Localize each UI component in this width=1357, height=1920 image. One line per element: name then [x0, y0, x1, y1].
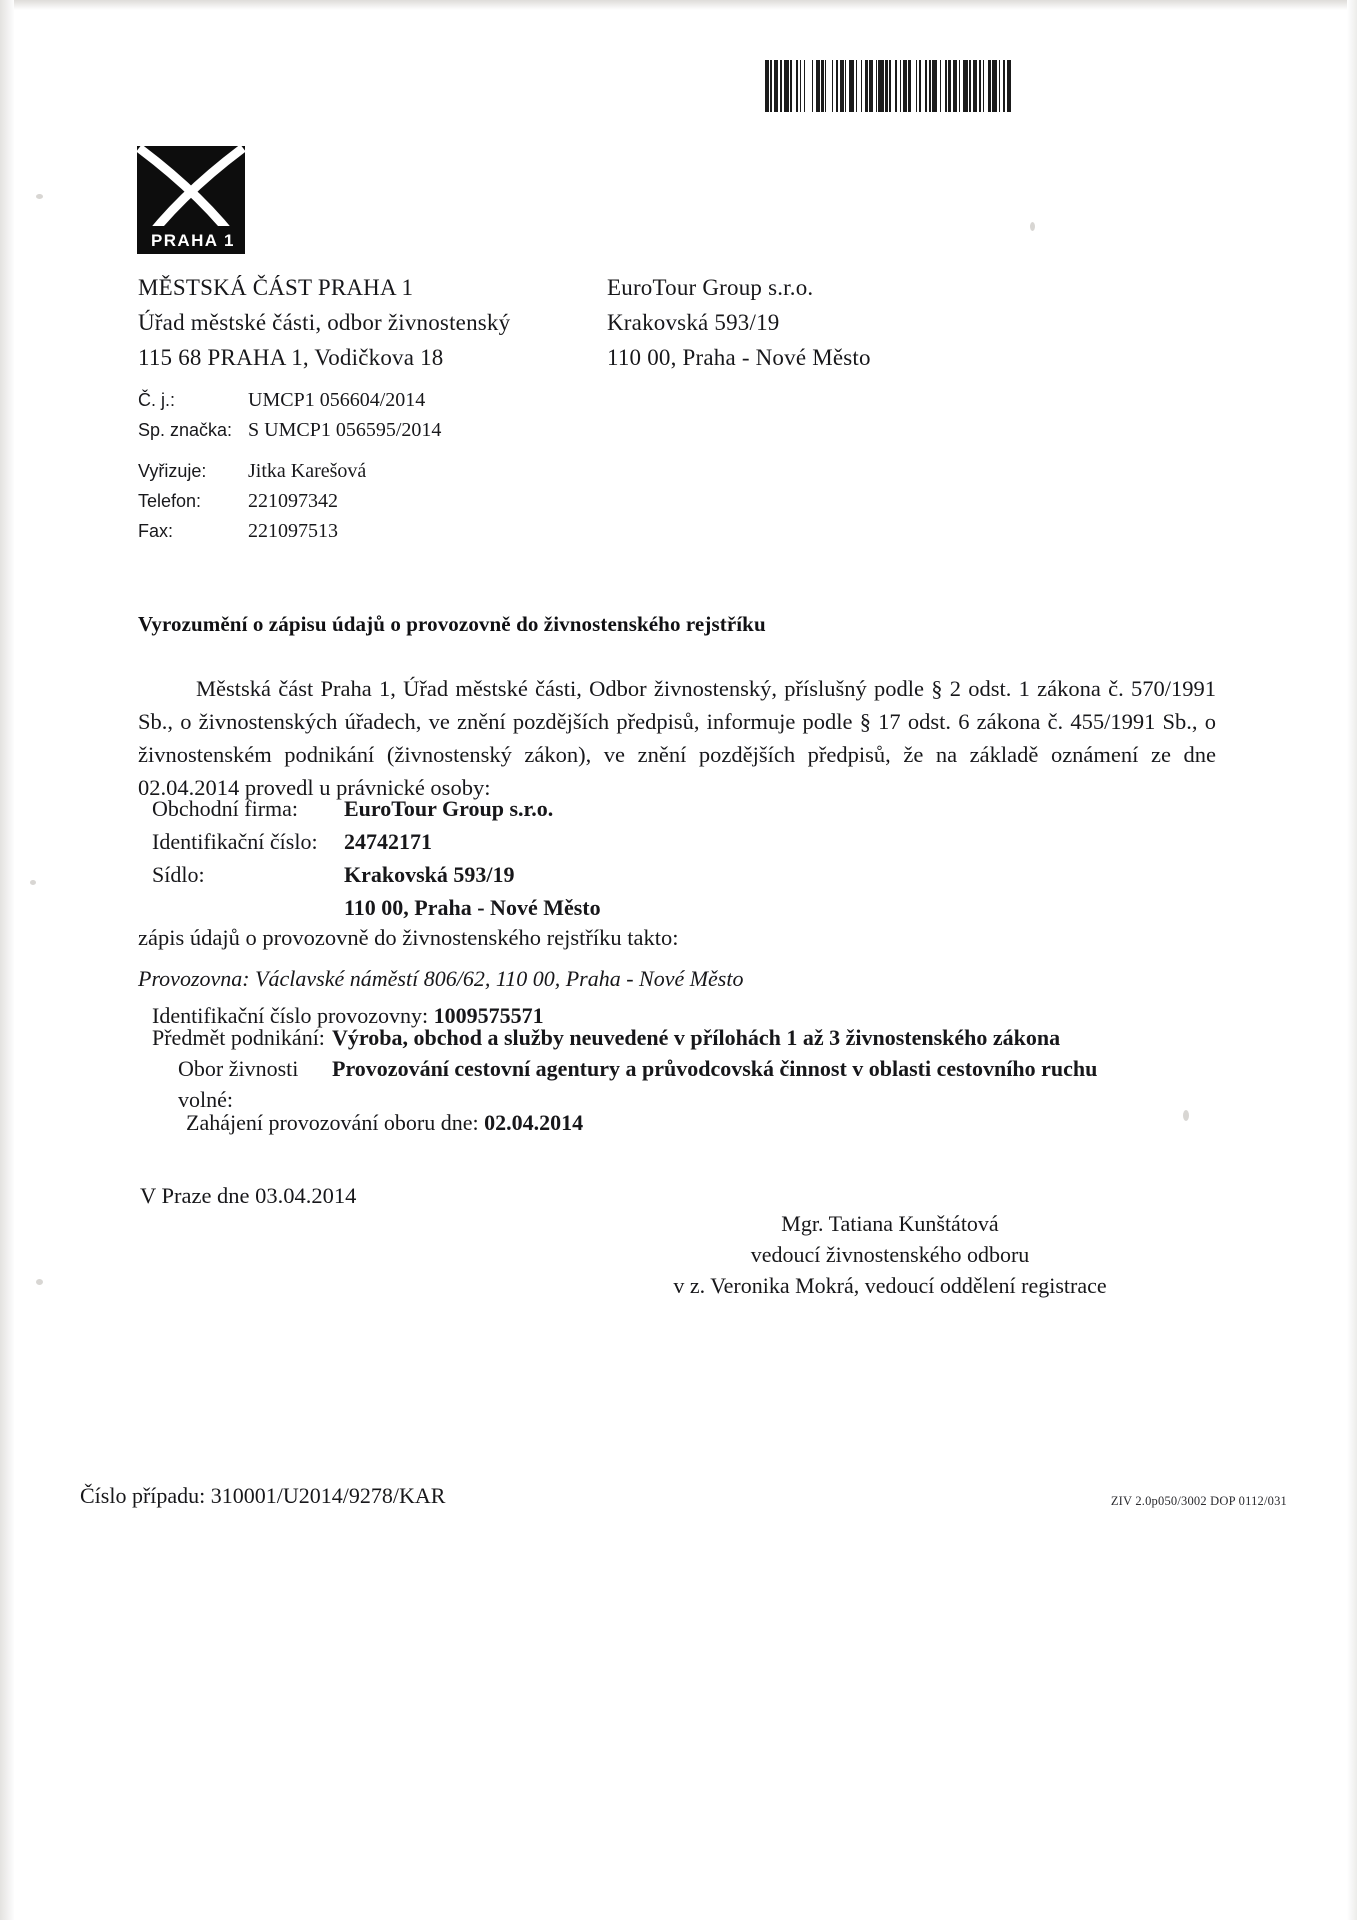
- contact-telefon-label: Telefon:: [138, 491, 202, 511]
- establishment-ico-value: 1009575571: [433, 1003, 544, 1028]
- place-and-date: V Praze dne 03.04.2014: [140, 1183, 357, 1208]
- entity-firm-value: EuroTour Group s.r.o.: [344, 796, 554, 821]
- business-field-row: [152, 1053, 1222, 1115]
- reference-spznacka-label: Sp. značka:: [138, 420, 233, 440]
- sender-address: [138, 270, 510, 375]
- sender-line-2: Úřad městské části, odbor živnostenský: [138, 310, 511, 335]
- document-barcode: [765, 60, 1013, 112]
- signer-role: vedoucí živnostenského odboru: [750, 1242, 1030, 1267]
- reference-block: [138, 385, 441, 445]
- business-start-value: 02.04.2014: [484, 1110, 584, 1135]
- document-title: Vyrozumění o zápisu údajů o provozovně do živnostenského rejstříku: [138, 612, 766, 636]
- entity-seat-value: [344, 858, 601, 924]
- business-start-line: [186, 1110, 583, 1136]
- scan-edge-top: [0, 0, 1357, 10]
- scan-edge-left: [0, 0, 14, 1920]
- recipient-line-1: EuroTour Group s.r.o.: [607, 275, 814, 300]
- scan-speck: [36, 1279, 43, 1285]
- scan-speck: [30, 880, 36, 885]
- business-field-value: Provozování cestovní agentury a průvodcovská činnost v oblasti cestovního ruchu: [332, 1056, 1098, 1081]
- intro-paragraph: Městská část Praha 1, Úřad městské části, Odbor živnostenský, příslušný podle § 2 odst. 1 zákona č. 570/1991 Sb., o živnostenských úřadech, ve znění pozdějších předpisů, informuje podle § 17 odst. 6 zákona č. 455/1991 Sb., o živnostenském podnikání (živnostenský zákon), ve znění pozdějších předpisů, že na základě oznámení ze dne 02.04.2014 provedl u právnické osoby:: [138, 676, 1216, 800]
- entity-row-seat: [152, 858, 601, 924]
- entity-row-ico: [152, 825, 601, 858]
- entity-seat-line-2: 110 00, Praha - Nové Město: [344, 895, 601, 920]
- business-subject-label: Předmět podnikání:: [152, 1025, 325, 1050]
- signer-deputy: v z. Veronika Mokrá, vedoucí oddělení registrace: [673, 1273, 1107, 1298]
- entity-firm-label: Obchodní firma:: [152, 796, 299, 821]
- business-start-label: Zahájení provozování oboru dne:: [186, 1110, 479, 1135]
- contact-fax-value: 221097513: [248, 520, 338, 542]
- establishment-address: Provozovna: Václavské náměstí 806/62, 110 00, Praha - Nové Město: [138, 966, 744, 991]
- entity-row-firm: [152, 792, 601, 825]
- business-subject-row: [152, 1022, 1222, 1053]
- recipient-line-3: 110 00, Praha - Nové Město: [607, 345, 871, 370]
- sender-line-3: 115 68 PRAHA 1, Vodičkova 18: [138, 345, 444, 370]
- scan-speck: [36, 194, 43, 199]
- establishment-ico-label: Identifikační číslo provozovny:: [152, 1003, 429, 1028]
- footer-form-code: ZIV 2.0p050/3002 DOP 0112/031: [1110, 1494, 1287, 1508]
- registration-lead-in: zápis údajů o provozovně do živnostenského rejstříku takto:: [138, 925, 679, 950]
- praha1-logo-text: PRAHA 1: [151, 231, 235, 250]
- contact-row-vyrizuje: [138, 456, 366, 486]
- scan-speck: [1030, 222, 1035, 231]
- entity-ico-value: 24742171: [344, 829, 432, 854]
- praha1-logo: [137, 146, 245, 254]
- entity-seat-line-1: Krakovská 593/19: [344, 862, 515, 887]
- contact-fax-label: Fax:: [138, 521, 174, 541]
- recipient-address: [607, 270, 871, 375]
- entity-ico-label: Identifikační číslo:: [152, 829, 318, 854]
- sender-line-1: MĚSTSKÁ ČÁST PRAHA 1: [138, 275, 414, 300]
- contact-telefon-value: 221097342: [248, 490, 338, 512]
- scan-edge-right: [1347, 0, 1357, 1920]
- recipient-line-2: Krakovská 593/19: [607, 310, 780, 335]
- reference-spznacka-value: S UMCP1 056595/2014: [248, 419, 442, 441]
- contact-block: [138, 456, 366, 546]
- reference-row-cj: [138, 385, 441, 415]
- reference-row-spznacka: [138, 415, 441, 445]
- contact-vyrizuje-value: Jitka Karešová: [248, 460, 367, 482]
- footer-case-number: Číslo případu: 310001/U2014/9278/KAR: [80, 1483, 446, 1508]
- signer-name: Mgr. Tatiana Kunštátová: [781, 1211, 999, 1236]
- contact-row-telefon: [138, 486, 366, 516]
- entity-details: [152, 792, 601, 924]
- business-subject-value: Výroba, obchod a služby neuvedené v přílohách 1 až 3 živnostenského zákona: [332, 1025, 1061, 1050]
- reference-cj-label: Č. j.:: [138, 390, 176, 410]
- business-field-label: Obor živnosti volné:: [178, 1056, 299, 1112]
- entity-seat-label: Sídlo:: [152, 862, 205, 887]
- contact-row-fax: [138, 516, 366, 546]
- signature-block: [560, 1208, 1220, 1301]
- business-subject-block: [152, 1022, 1222, 1115]
- reference-cj-value: UMCP1 056604/2014: [248, 389, 426, 411]
- contact-vyrizuje-label: Vyřizuje:: [138, 461, 207, 481]
